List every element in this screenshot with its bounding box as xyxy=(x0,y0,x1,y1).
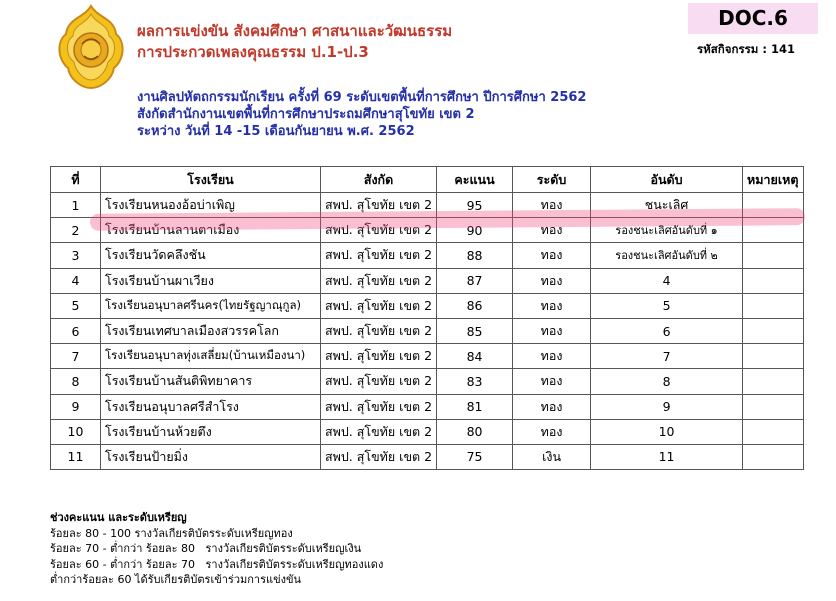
row-affiliation: สพป. สุโขทัย เขต 2 xyxy=(321,444,437,469)
legend-line: ร้อยละ 60 - ต่ำกว่า ร้อยละ 70 รางวัลเกียรติบัตรระดับเหรียญทองแดง xyxy=(50,557,384,571)
row-level: ทอง xyxy=(513,419,591,444)
row-score: 90 xyxy=(437,218,513,243)
row-rank: รองชนะเลิศอันดับที่ ๑ xyxy=(591,218,743,243)
legend-heading: ช่วงคะแนน และระดับเหรียญ xyxy=(50,511,187,524)
table-row xyxy=(51,394,804,419)
row-affiliation: สพป. สุโขทัย เขต 2 xyxy=(321,344,437,369)
row-level: ทอง xyxy=(513,293,591,318)
row-rank: 4 xyxy=(591,268,743,293)
row-rank: รองชนะเลิศอันดับที่ ๒ xyxy=(591,243,743,268)
row-rank: 8 xyxy=(591,369,743,394)
header-level: ระดับ xyxy=(513,167,591,193)
row-no: 1 xyxy=(51,193,101,218)
table-row xyxy=(51,318,804,343)
row-level: ทอง xyxy=(513,318,591,343)
row-affiliation: สพป. สุโขทัย เขต 2 xyxy=(321,419,437,444)
table-row xyxy=(51,444,804,469)
row-rank: 10 xyxy=(591,419,743,444)
row-affiliation: สพป. สุโขทัย เขต 2 xyxy=(321,243,437,268)
row-score: 84 xyxy=(437,344,513,369)
date-info-line: ระหว่าง วันที่ 14 -15 เดือนกันยายน พ.ศ. 2562 xyxy=(137,124,415,139)
row-level: ทอง xyxy=(513,243,591,268)
row-rank: 11 xyxy=(591,444,743,469)
row-score: 87 xyxy=(437,268,513,293)
row-school: โรงเรียนบ้านลานตาเมือง xyxy=(101,218,321,243)
row-score: 81 xyxy=(437,394,513,419)
row-rank: 7 xyxy=(591,344,743,369)
row-school: โรงเรียนบ้านสันติพิทยาคาร xyxy=(101,369,321,394)
row-level: ทอง xyxy=(513,369,591,394)
table-header-row xyxy=(51,167,804,193)
row-affiliation: สพป. สุโขทัย เขต 2 xyxy=(321,193,437,218)
table-row xyxy=(51,268,804,293)
doc-label: DOC.6 xyxy=(688,3,818,34)
row-note xyxy=(743,419,803,444)
header-no: ที่ xyxy=(51,167,101,193)
row-note xyxy=(743,318,803,343)
row-note xyxy=(743,444,803,469)
row-rank: 9 xyxy=(591,394,743,419)
row-score: 95 xyxy=(437,193,513,218)
header-affiliation: สังกัด xyxy=(321,167,437,193)
legend-line: ร้อยละ 70 - ต่ำกว่า ร้อยละ 80 รางวัลเกียรติบัตรระดับเหรียญเงิน xyxy=(50,542,362,555)
row-affiliation: สพป. สุโขทัย เขต 2 xyxy=(321,218,437,243)
legend-line: ต่ำกว่าร้อยละ 60 ได้รับเกียรติบัตรเข้าร่วมการแข่งขัน xyxy=(50,573,302,586)
table-row xyxy=(51,369,804,394)
row-score: 80 xyxy=(437,419,513,444)
page-title: ผลการแข่งขัน สังคมศึกษา ศาสนาและวัฒนธรรม xyxy=(137,22,453,40)
row-level: ทอง xyxy=(513,193,591,218)
row-no: 2 xyxy=(51,218,101,243)
row-school: โรงเรียนอนุบาลทุ่งเสลี่ยม(บ้านเหมืองนา) xyxy=(101,344,321,369)
row-no: 4 xyxy=(51,268,101,293)
row-no: 7 xyxy=(51,344,101,369)
row-no: 11 xyxy=(51,444,101,469)
row-affiliation: สพป. สุโขทัย เขต 2 xyxy=(321,394,437,419)
header-rank: อันดับ xyxy=(591,167,743,193)
row-school: โรงเรียนเทศบาลเมืองสวรรคโลก xyxy=(101,318,321,343)
row-no: 8 xyxy=(51,369,101,394)
event-info-line: งานศิลปหัตถกรรมนักเรียน ครั้งที่ 69 ระดับเขตพื้นที่การศึกษา ปีการศึกษา 2562 xyxy=(137,90,587,105)
row-no: 6 xyxy=(51,318,101,343)
row-score: 75 xyxy=(437,444,513,469)
affiliation-info-line: สังกัดสำนักงานเขตพื้นที่การศึกษาประถมศึกษาสุโขทัย เขต 2 xyxy=(137,107,475,122)
row-level: ทอง xyxy=(513,268,591,293)
row-affiliation: สพป. สุโขทัย เขต 2 xyxy=(321,293,437,318)
table-row xyxy=(51,419,804,444)
row-school: โรงเรียนป้ายมิ่ง xyxy=(101,444,321,469)
row-level: ทอง xyxy=(513,394,591,419)
row-score: 85 xyxy=(437,318,513,343)
row-score: 83 xyxy=(437,369,513,394)
row-note xyxy=(743,293,803,318)
row-level: เงิน xyxy=(513,444,591,469)
table-row xyxy=(51,243,804,268)
row-school: โรงเรียนบ้านห้วยตึง xyxy=(101,419,321,444)
row-note xyxy=(743,243,803,268)
row-level: ทอง xyxy=(513,218,591,243)
activity-code: รหัสกิจกรรม : 141 xyxy=(697,42,795,56)
row-school: โรงเรียนหนองอ้อบ่าเพิญ xyxy=(101,193,321,218)
ministry-emblem-icon xyxy=(54,4,128,90)
row-rank: ชนะเลิศ xyxy=(591,193,743,218)
row-school: โรงเรียนวัดคลึงชัน xyxy=(101,243,321,268)
row-note xyxy=(743,369,803,394)
header-school: โรงเรียน xyxy=(101,167,321,193)
header-score: คะแนน xyxy=(437,167,513,193)
row-school: โรงเรียนบ้านผาเวียง xyxy=(101,268,321,293)
row-rank: 5 xyxy=(591,293,743,318)
row-no: 9 xyxy=(51,394,101,419)
row-no: 10 xyxy=(51,419,101,444)
row-no: 3 xyxy=(51,243,101,268)
row-affiliation: สพป. สุโขทัย เขต 2 xyxy=(321,318,437,343)
header-note: หมายเหตุ xyxy=(743,167,803,193)
row-score: 88 xyxy=(437,243,513,268)
row-rank: 6 xyxy=(591,318,743,343)
row-affiliation: สพป. สุโขทัย เขต 2 xyxy=(321,268,437,293)
row-no: 5 xyxy=(51,293,101,318)
row-note xyxy=(743,394,803,419)
row-affiliation: สพป. สุโขทัย เขต 2 xyxy=(321,369,437,394)
row-note xyxy=(743,268,803,293)
score-legend xyxy=(50,510,383,588)
row-score: 86 xyxy=(437,293,513,318)
table-row xyxy=(51,293,804,318)
row-school: โรงเรียนอนุบาลศรีนคร(ไทยรัฐญาณุกูล) xyxy=(101,293,321,318)
row-level: ทอง xyxy=(513,344,591,369)
row-note xyxy=(743,344,803,369)
legend-line: ร้อยละ 80 - 100 รางวัลเกียรติบัตรระดับเหรียญทอง xyxy=(50,526,293,540)
table-row xyxy=(51,344,804,369)
page-subtitle: การประกวดเพลงคุณธรรม ป.1-ป.3 xyxy=(137,43,369,61)
row-school: โรงเรียนอนุบาลศรีสำโรง xyxy=(101,394,321,419)
